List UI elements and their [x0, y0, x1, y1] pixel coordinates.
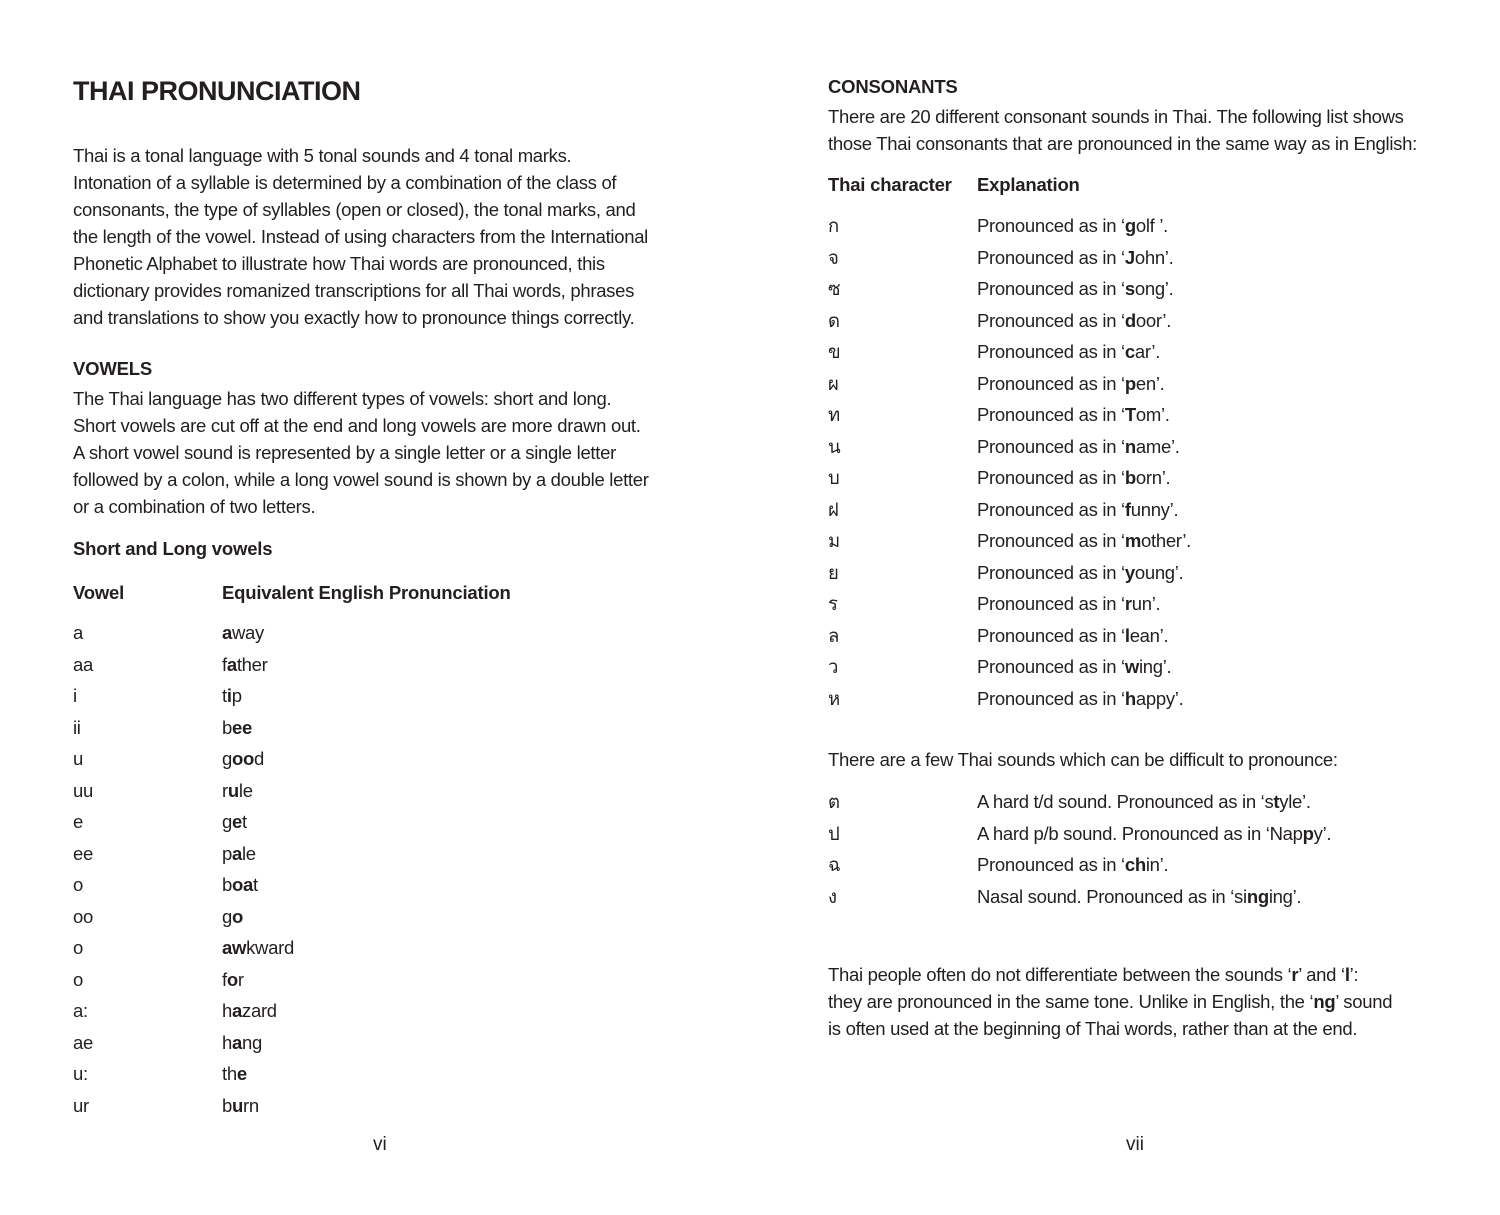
text-plain: d — [254, 748, 265, 769]
vowel-row — [73, 651, 673, 683]
text-plain: g — [222, 811, 232, 832]
vowel-row-key: u: — [73, 1063, 88, 1084]
difficult-row — [828, 788, 1448, 820]
text-bold: g — [1124, 215, 1136, 236]
closing-bold: l — [1344, 964, 1350, 985]
vowel-row — [73, 808, 673, 840]
text-plain: y’. — [1313, 822, 1332, 844]
difficult-row — [828, 851, 1448, 883]
vowel-row — [73, 1060, 673, 1092]
vowels-heading: VOWELS — [73, 358, 152, 379]
vowel-column-header: Vowel — [73, 582, 125, 603]
text-bold: a — [232, 1031, 242, 1053]
consonant-row — [828, 496, 1448, 528]
difficult-row-value — [977, 851, 1168, 878]
vowel-row-key: ae — [73, 1031, 93, 1053]
consonant-row — [828, 433, 1448, 465]
consonant-row — [828, 338, 1448, 370]
text-bold: ch — [1124, 854, 1146, 875]
consonant-row-key: ล — [828, 624, 840, 646]
vowels-paragraph: The Thai language has two different types of vowels: short and long. Short vowels are cut off at the end and long vowels are more drawn out. A short vowel sound is represented by a single letter or a single letter followed by a colon, while a long vowel sound is shown by a double letter or a combination of two letters. — [73, 388, 649, 517]
text-plain: olf ’. — [1135, 215, 1168, 236]
difficult-row-key: ง — [828, 885, 837, 907]
text-plain: ar’. — [1134, 341, 1161, 362]
closing-paragraph — [828, 961, 1392, 1042]
text-plain: Nasal sound. Pronounced as in ‘si — [977, 885, 1247, 907]
text-plain: appy’. — [1135, 687, 1184, 709]
vowel-row — [73, 934, 673, 966]
text-bold: a — [232, 842, 242, 864]
text-bold: d — [1124, 309, 1136, 331]
text-bold: a — [232, 1000, 242, 1021]
consonant-row — [828, 685, 1448, 717]
vowel-row-key: ee — [73, 842, 93, 864]
text-plain: un’. — [1131, 593, 1161, 614]
text-bold: p — [1124, 372, 1136, 394]
consonant-row-key: ซ — [828, 278, 841, 299]
consonant-row — [828, 527, 1448, 559]
text-plain: ng — [242, 1031, 262, 1053]
text-bold: oa — [232, 874, 253, 895]
text-plain: Pronounced as in ‘ — [977, 278, 1125, 299]
text-plain: en’. — [1135, 372, 1165, 394]
text-bold: s — [1124, 278, 1135, 299]
text-plain: Pronounced as in ‘ — [977, 372, 1125, 394]
consonant-row — [828, 275, 1448, 307]
consonant-row-value — [977, 401, 1170, 428]
text-bold: oo — [232, 748, 255, 769]
text-plain: g — [222, 748, 232, 769]
text-plain: orn’. — [1135, 467, 1171, 488]
text-plain: Pronounced as in ‘ — [977, 498, 1125, 520]
vowel-row — [73, 682, 673, 714]
text-bold: y — [1124, 561, 1135, 583]
vowel-row-value — [222, 1092, 259, 1119]
vowel-row — [73, 1029, 673, 1061]
vowel-row-key: ii — [73, 716, 81, 738]
text-plain: ame’. — [1135, 435, 1180, 457]
difficult-row-key: ป — [828, 822, 840, 844]
text-plain: t — [222, 685, 227, 706]
text-bold: ee — [232, 716, 252, 738]
consonant-row-value — [977, 622, 1168, 649]
vowel-row-value — [222, 619, 264, 646]
text-bold: l — [1124, 624, 1130, 646]
closing-text: ’ sound — [1335, 991, 1393, 1012]
text-bold: n — [1124, 435, 1136, 457]
vowel-row-key: o — [73, 937, 83, 958]
text-plain: A hard p/b sound. Pronounced as in ‘Nap — [977, 822, 1303, 844]
vowel-row — [73, 871, 673, 903]
text-plain: h — [222, 1031, 232, 1053]
text-bold: b — [1124, 467, 1136, 488]
text-plain: Pronounced as in ‘ — [977, 467, 1125, 488]
text-plain: b — [222, 716, 232, 738]
closing-bold: ng — [1313, 991, 1336, 1012]
text-plain: oung’. — [1134, 561, 1184, 583]
consonant-row — [828, 212, 1448, 244]
text-plain: oor’. — [1135, 309, 1172, 331]
consonant-row-value — [977, 559, 1183, 586]
text-plain: t — [242, 811, 247, 832]
difficult-row-key: ต — [828, 791, 840, 812]
consonant-row-key: น — [828, 435, 841, 457]
text-plain: yle’. — [1279, 791, 1311, 812]
vowel-row — [73, 997, 673, 1029]
text-plain: Pronounced as in ‘ — [977, 404, 1125, 425]
vowel-row-key: a: — [73, 1000, 88, 1021]
consonants-heading: CONSONANTS — [828, 76, 958, 97]
vowel-row — [73, 619, 673, 651]
consonant-row-key: ก — [828, 215, 839, 236]
vowel-row — [73, 903, 673, 935]
vowel-row-key: uu — [73, 779, 93, 801]
explanation-column-header: Explanation — [977, 174, 1080, 195]
consonant-row-key: ม — [828, 530, 840, 551]
text-bold: J — [1124, 246, 1135, 268]
consonant-row-value — [977, 212, 1168, 239]
difficult-sounds-table — [828, 788, 1448, 914]
text-plain: t — [253, 874, 258, 895]
text-bold: a — [226, 653, 237, 675]
text-plain: kward — [246, 937, 294, 958]
consonant-row-value — [977, 590, 1160, 617]
consonant-row-value — [977, 464, 1170, 491]
consonant-row — [828, 622, 1448, 654]
text-plain: rn — [243, 1094, 259, 1116]
text-plain: zard — [242, 1000, 277, 1021]
consonant-row-key: ผ — [828, 372, 839, 394]
vowel-row-key: u — [73, 748, 83, 769]
vowel-table-header — [73, 579, 673, 606]
text-bold: o — [226, 968, 238, 990]
text-plain: way — [232, 622, 264, 643]
intro-paragraph: Thai is a tonal language with 5 tonal sounds and 4 tonal marks. Intonation of a syllable is determined by a combination of the class of consonants, the type of syllables (open or closed), the tonal marks, and the length of the vowel. Instead of using characters from the International Phonetic Alphabet to illustrate how Thai words are pronounced, this dictionary provides romanized transcriptions for all Thai words, phrases and translations to show you exactly how to pronounce things correctly. — [73, 145, 648, 328]
text-plain: in’. — [1145, 854, 1169, 875]
closing-text: Thai people often do not differentiate between the sounds ‘ — [828, 964, 1292, 985]
text-plain: ing’. — [1138, 656, 1172, 677]
text-bold: ng — [1246, 885, 1269, 907]
text-plain: A hard t/d sound. Pronounced as in ‘s — [977, 791, 1274, 812]
vowel-row — [73, 840, 673, 872]
text-bold: e — [236, 1063, 247, 1084]
text-plain: ther — [236, 653, 268, 675]
text-bold: t — [1273, 791, 1280, 812]
text-bold: r — [1124, 593, 1132, 614]
consonant-row-value — [977, 685, 1183, 712]
vowel-row-value — [222, 934, 294, 961]
consonants-paragraph: There are 20 different consonant sounds in Thai. The following list shows those Thai consonants that are pronounced in the same way as in English: — [828, 106, 1417, 154]
consonant-row-key: จ — [828, 246, 839, 268]
text-bold: o — [232, 905, 244, 927]
vowel-row-key: o — [73, 874, 83, 895]
text-plain: le — [242, 842, 256, 864]
consonant-row-key: ว — [828, 656, 839, 677]
vowel-row-key: oo — [73, 905, 93, 927]
vowel-row-value — [222, 1029, 262, 1056]
text-plain: other’. — [1141, 530, 1192, 551]
consonant-row-value — [977, 496, 1178, 523]
text-bold: i — [226, 685, 232, 706]
vowel-row — [73, 745, 673, 777]
vowel-row-key: a — [73, 622, 83, 643]
vowel-row-value — [222, 840, 256, 867]
consonant-row-value — [977, 370, 1165, 397]
consonant-row — [828, 653, 1448, 685]
vowel-row-value — [222, 903, 243, 930]
text-plain: Pronounced as in ‘ — [977, 593, 1125, 614]
vowel-row-key: o — [73, 968, 83, 990]
vowel-row-value — [222, 682, 242, 709]
vowel-row — [73, 966, 673, 998]
consonant-row-key: ท — [828, 404, 840, 425]
text-bold: T — [1124, 404, 1136, 425]
vowel-table — [73, 619, 673, 1123]
closing-text: ’ and ‘ — [1298, 964, 1345, 985]
closing-text: they are pronounced in the same tone. Unlike in English, the ‘ — [828, 991, 1314, 1012]
vowel-row-value — [222, 808, 247, 835]
text-plain: Pronounced as in ‘ — [977, 687, 1125, 709]
text-plain: p — [222, 842, 232, 864]
closing-bold: r — [1291, 964, 1299, 985]
vowel-row — [73, 1092, 673, 1124]
text-bold: a — [222, 622, 232, 643]
text-bold: e — [232, 811, 242, 832]
text-plain: p — [231, 685, 242, 706]
text-plain: th — [222, 1063, 237, 1084]
text-plain: f — [222, 968, 227, 990]
consonant-row-key: ด — [828, 309, 840, 331]
text-plain: ing’. — [1268, 885, 1302, 907]
text-plain: h — [222, 1000, 232, 1021]
vowel-row-value — [222, 1060, 247, 1087]
difficult-row-value — [977, 820, 1331, 847]
vowel-row-value — [222, 714, 252, 741]
text-bold: w — [1124, 656, 1139, 677]
consonant-row-value — [977, 275, 1173, 302]
consonant-row — [828, 559, 1448, 591]
thai-character-column-header: Thai character — [828, 174, 952, 195]
consonant-row-key: ร — [828, 593, 838, 614]
consonant-row-value — [977, 338, 1160, 365]
vowel-row-value — [222, 651, 268, 678]
text-bold: aw — [222, 937, 247, 958]
vowel-row-key: aa — [73, 653, 93, 675]
difficult-row-key: ฉ — [828, 854, 841, 875]
consonant-row-value — [977, 653, 1171, 680]
consonant-row-key: ข — [828, 341, 841, 362]
text-plain: Pronounced as in ‘ — [977, 215, 1125, 236]
vowel-row-value — [222, 871, 258, 898]
text-plain: Pronounced as in ‘ — [977, 561, 1125, 583]
page-number-left: vi — [373, 1134, 387, 1155]
consonant-row-key: ย — [828, 561, 839, 583]
text-plain: Pronounced as in ‘ — [977, 246, 1125, 268]
text-plain: Pronounced as in ‘ — [977, 435, 1125, 457]
text-plain: Pronounced as in ‘ — [977, 309, 1125, 331]
text-plain: g — [222, 905, 232, 927]
text-plain: ean’. — [1129, 624, 1169, 646]
text-plain: f — [222, 653, 227, 675]
vowel-row — [73, 714, 673, 746]
closing-text: ’: — [1349, 964, 1359, 985]
text-plain: b — [222, 874, 232, 895]
consonant-table — [828, 212, 1448, 716]
consonant-row — [828, 590, 1448, 622]
text-plain: Pronounced as in ‘ — [977, 624, 1125, 646]
text-plain: r — [222, 779, 228, 801]
consonant-row — [828, 464, 1448, 496]
consonant-row-value — [977, 433, 1180, 460]
vowel-row-key: e — [73, 811, 83, 832]
vowel-row-value — [222, 745, 264, 772]
page-title: THAI PRONUNCIATION — [73, 76, 361, 106]
consonant-row-key: ห — [828, 687, 840, 709]
difficult-sounds-paragraph: There are a few Thai sounds which can be difficult to pronounce: — [828, 749, 1338, 770]
text-plain: ohn’. — [1134, 246, 1174, 268]
text-plain: om’. — [1135, 404, 1170, 425]
closing-text: is often used at the beginning of Thai words, rather than at the end. — [828, 1018, 1358, 1039]
text-plain: Pronounced as in ‘ — [977, 341, 1125, 362]
text-plain: r — [237, 968, 244, 990]
text-bold: h — [1124, 687, 1136, 709]
text-bold: m — [1124, 530, 1141, 551]
text-bold: u — [232, 1094, 244, 1116]
text-plain: Pronounced as in ‘ — [977, 656, 1125, 677]
consonant-row — [828, 307, 1448, 339]
text-plain: le — [238, 779, 253, 801]
vowel-row-value — [222, 997, 277, 1024]
vowel-row — [73, 777, 673, 809]
text-plain: b — [222, 1094, 232, 1116]
vowel-row-value — [222, 966, 244, 993]
text-bold: u — [227, 779, 239, 801]
short-long-vowels-heading: Short and Long vowels — [73, 538, 273, 559]
vowel-row-value — [222, 777, 253, 804]
consonant-row-value — [977, 244, 1173, 271]
consonant-row-value — [977, 307, 1171, 334]
consonant-row — [828, 401, 1448, 433]
difficult-row-value — [977, 883, 1301, 910]
equivalent-column-header: Equivalent English Pronunciation — [222, 582, 511, 603]
text-plain: Pronounced as in ‘ — [977, 530, 1125, 551]
consonant-table-header — [828, 171, 1448, 198]
text-plain: ong’. — [1134, 278, 1174, 299]
consonant-row — [828, 244, 1448, 276]
consonant-row — [828, 370, 1448, 402]
difficult-row-value — [977, 788, 1311, 815]
page-number-right: vii — [1126, 1134, 1144, 1155]
vowel-row-key: ur — [73, 1094, 89, 1116]
text-bold: p — [1302, 822, 1314, 844]
text-bold: c — [1124, 341, 1135, 362]
text-bold: f — [1124, 498, 1131, 520]
consonant-row-key: บ — [828, 467, 840, 488]
text-plain: unny’. — [1130, 498, 1179, 520]
text-plain: Pronounced as in ‘ — [977, 854, 1125, 875]
difficult-row — [828, 820, 1448, 852]
consonant-row-value — [977, 527, 1191, 554]
consonant-row-key: ฝ — [828, 498, 839, 520]
vowel-row-key: i — [73, 685, 77, 706]
difficult-row — [828, 883, 1448, 915]
